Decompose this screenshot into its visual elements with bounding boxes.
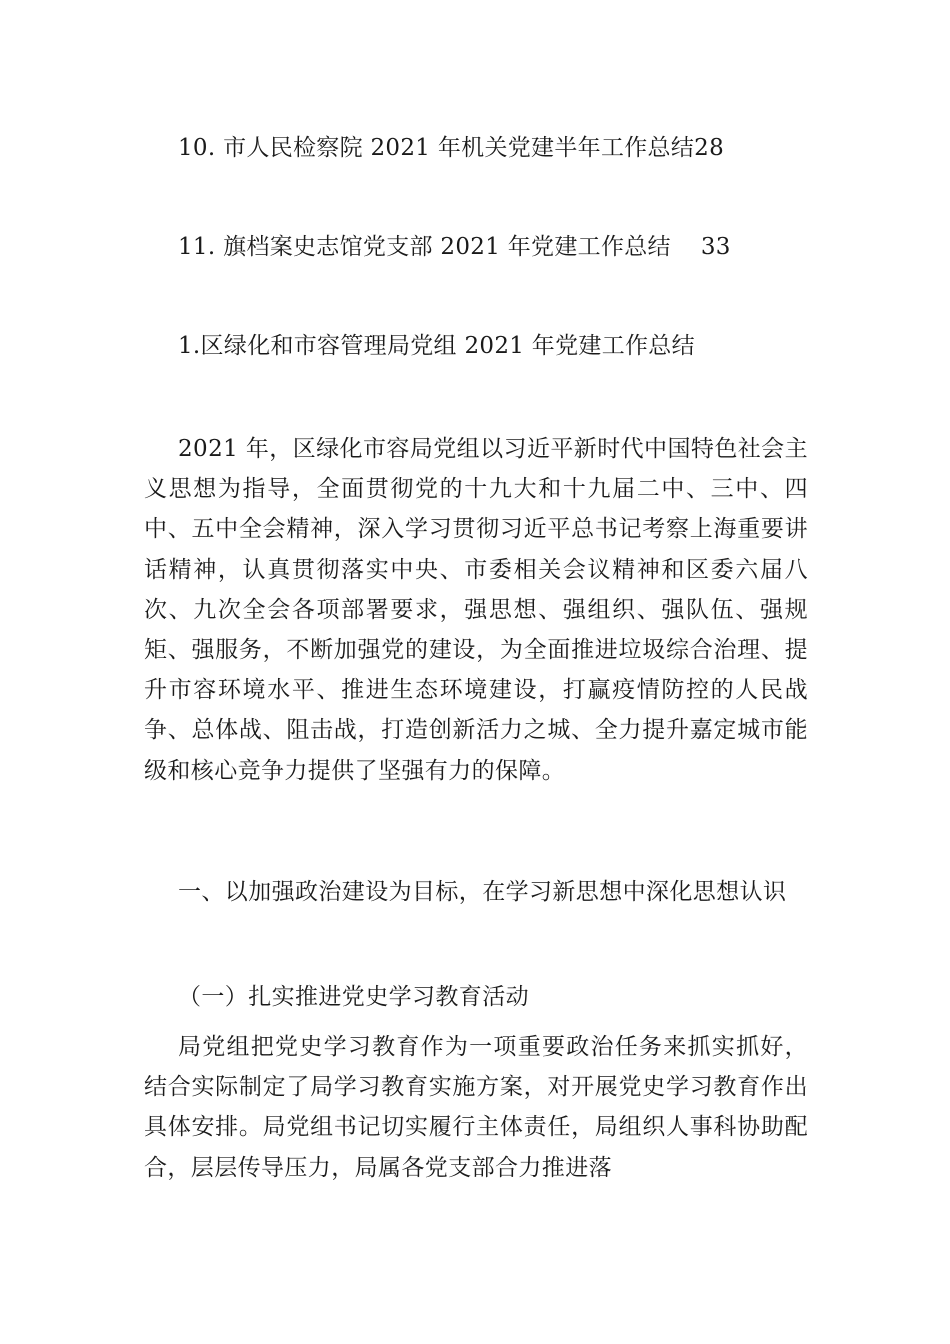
subsection-1-paragraph [144,1027,808,1188]
section-heading-text: 一、以加强政治建设为目标，在学习新思想中深化思想认识 [178,879,787,905]
subsection-1-text: 局党组把党史学习教育作为一项重要政治任务来抓实抓好，结合实际制定了局学习教育实施方案，对开展党史学习教育作出具体安排。局党组书记切实履行主体责任，局组织人事科协助配合，层层传导压力，局属各党支部合力推进落 [144,1034,808,1181]
toc-entry-title: 10. 市人民检察院 2021 年机关党建半年工作总结 [178,135,695,161]
intro-text: 2021 年，区绿化市容局党组以习近平新时代中国特色社会主义思想为指导，全面贯彻党的十九大和十九届二中、三中、四中、五中全会精神，深入学习贯彻习近平总书记考察上海重要讲话精神，认真贯彻落实中央、市委相关会议精神和区委六届八次、九次全会各项部署要求，强思想、强组织、强队伍、强规矩、强服务，不断加强党的建设，为全面推进垃圾综合治理、提升市容环境水平、推进生态环境建设，打赢疫情防控的人民战争、总体战、阻击战，打造创新活力之城、全力提升嘉定城市能级和核心竞争力提供了坚强有力的保障。 [144,436,808,784]
section-heading-1 [144,872,808,912]
subsection-heading-1: （一）扎实推进党史学习教育活动 [178,984,529,1010]
toc-entry-page-number: 28 [694,135,725,161]
toc-entry-page-number: 33 [700,234,731,260]
intro-paragraph [144,429,808,791]
article-title: 1.区绿化和市容管理局党组 2021 年党建工作总结 [178,333,695,359]
toc-entry-10[interactable] [178,133,724,163]
toc-entry-11[interactable] [178,232,731,262]
toc-entry-title: 11. 旗档案史志馆党支部 2021 年党建工作总结 [178,234,671,260]
